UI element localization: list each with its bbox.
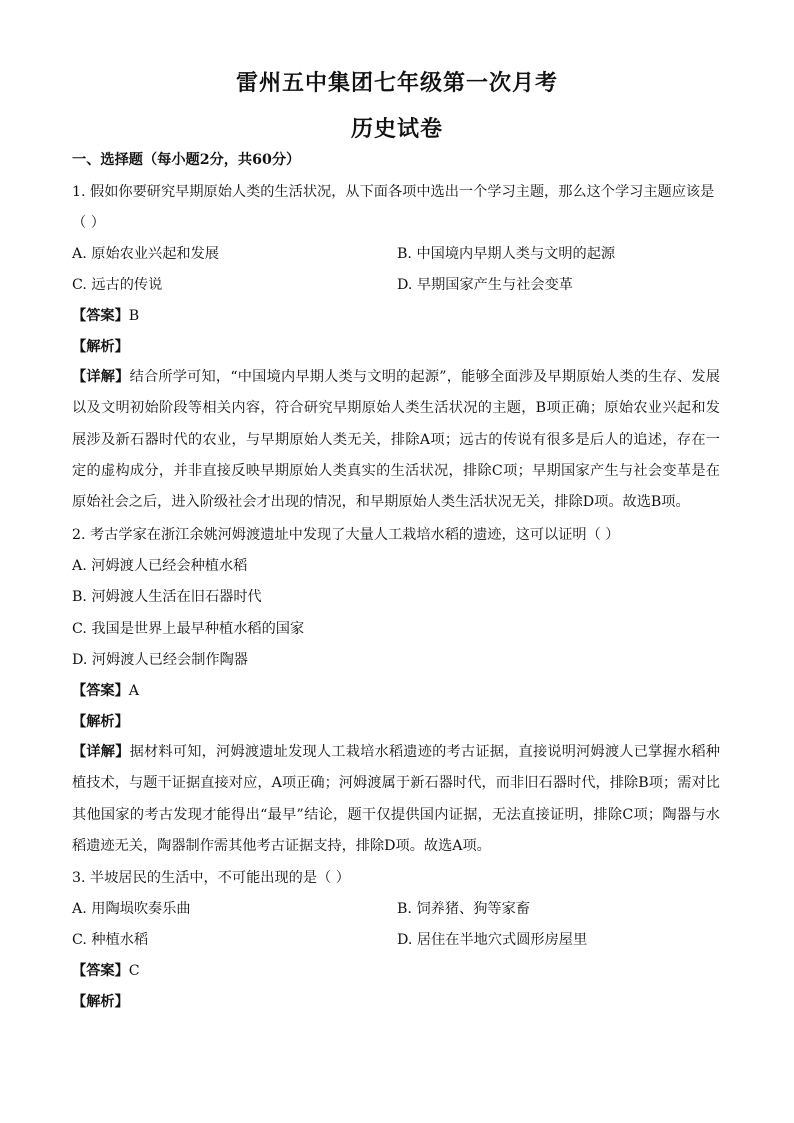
q3-option-c: C. 种植水稻 <box>72 932 149 948</box>
q1-stem-blank: （ ） <box>72 215 105 231</box>
answer-value: B <box>128 308 140 324</box>
q2-analysis-tag: 【解析】 <box>72 714 129 730</box>
exam-subtitle: 历史试卷 <box>350 116 443 142</box>
detail-tag: 【详解】 <box>72 744 130 760</box>
exam-title: 雷州五中集团七年级第一次月考 <box>235 70 558 96</box>
q2-option-a: A. 河姆渡人已经会种植水稻 <box>72 558 248 574</box>
q1-detail <box>72 362 720 518</box>
q2-option-b: B. 河姆渡人生活在旧石器时代 <box>72 589 262 605</box>
q2-option-d: D. 河姆渡人已经会制作陶器 <box>72 652 248 668</box>
q3-option-b: B. 饲养猪、狗等家畜 <box>397 901 530 917</box>
q3-option-a: A. 用陶埙吹奏乐曲 <box>72 901 191 917</box>
answer-value: C <box>128 963 140 979</box>
answer-tag: 【答案】 <box>72 308 129 324</box>
q3-analysis-tag: 【解析】 <box>72 994 129 1010</box>
answer-tag: 【答案】 <box>72 683 129 699</box>
q3-stem: 3. 半坡居民的生活中，不可能出现的是（ ） <box>72 870 350 886</box>
detail-text: 据材料可知，河姆渡遗址发现人工栽培水稻遗迹的考古证据，直接说明河姆渡人已掌握水稻种植技术，与题干证据直接对应，A项正确；河姆渡属于新石器时代，而非旧石器时代，排除B项；需对比其他国家的考古发现才能得出“最早”结论，题干仅提供国内证据，无法直接证明，排除C项；陶器与水稻遗迹无关，陶器制作需其他考古证据支持，排除D项。故选A项。 <box>72 744 720 854</box>
q3-option-d: D. 居住在半地穴式圆形房屋里 <box>397 932 588 948</box>
q1-option-c: C. 远古的传说 <box>72 277 163 293</box>
q1-analysis-tag: 【解析】 <box>72 339 129 355</box>
answer-tag: 【答案】 <box>72 963 129 979</box>
section-heading: 一、选择题（每小题2分，共60分） <box>72 152 301 168</box>
detail-text: 结合所学可知，“中国境内早期人类与文明的起源”，能够全面涉及早期原始人类的生存、发展以及文明初始阶段等相关内容，符合研究早期原始人类生活状况的主题，B项正确；原始农业兴起和发展涉及新石器时代的农业，与早期原始人类无关，排除A项；远古的传说有很多是后人的追述，存在一定的虚构成分，并非直接反映早期原始人类真实的生活状况，排除C项；早期国家产生与社会变革是在原始社会之后，进入阶级社会才出现的情况，和早期原始人类生活状况无关，排除D项。故选B项。 <box>72 369 720 511</box>
q3-answer <box>72 961 140 981</box>
detail-tag: 【详解】 <box>72 369 130 385</box>
q1-answer <box>72 306 139 326</box>
q2-detail <box>72 737 720 862</box>
q1-stem: 1. 假如你要研究早期原始人类的生活状况，从下面各项中选出一个学习主题，那么这个学习主题应该是 <box>72 184 715 200</box>
q1-option-d: D. 早期国家产生与社会变革 <box>397 277 573 293</box>
q1-option-b: B. 中国境内早期人类与文明的起源 <box>397 246 616 262</box>
q2-answer <box>72 681 139 701</box>
q2-stem: 2. 考古学家在浙江余姚河姆渡遗址中发现了大量人工栽培水稻的遗迹，这可以证明（ ） <box>72 527 620 543</box>
answer-value: A <box>128 683 140 699</box>
q2-option-c: C. 我国是世界上最早种植水稻的国家 <box>72 621 305 637</box>
q1-option-a: A. 原始农业兴起和发展 <box>72 246 219 262</box>
